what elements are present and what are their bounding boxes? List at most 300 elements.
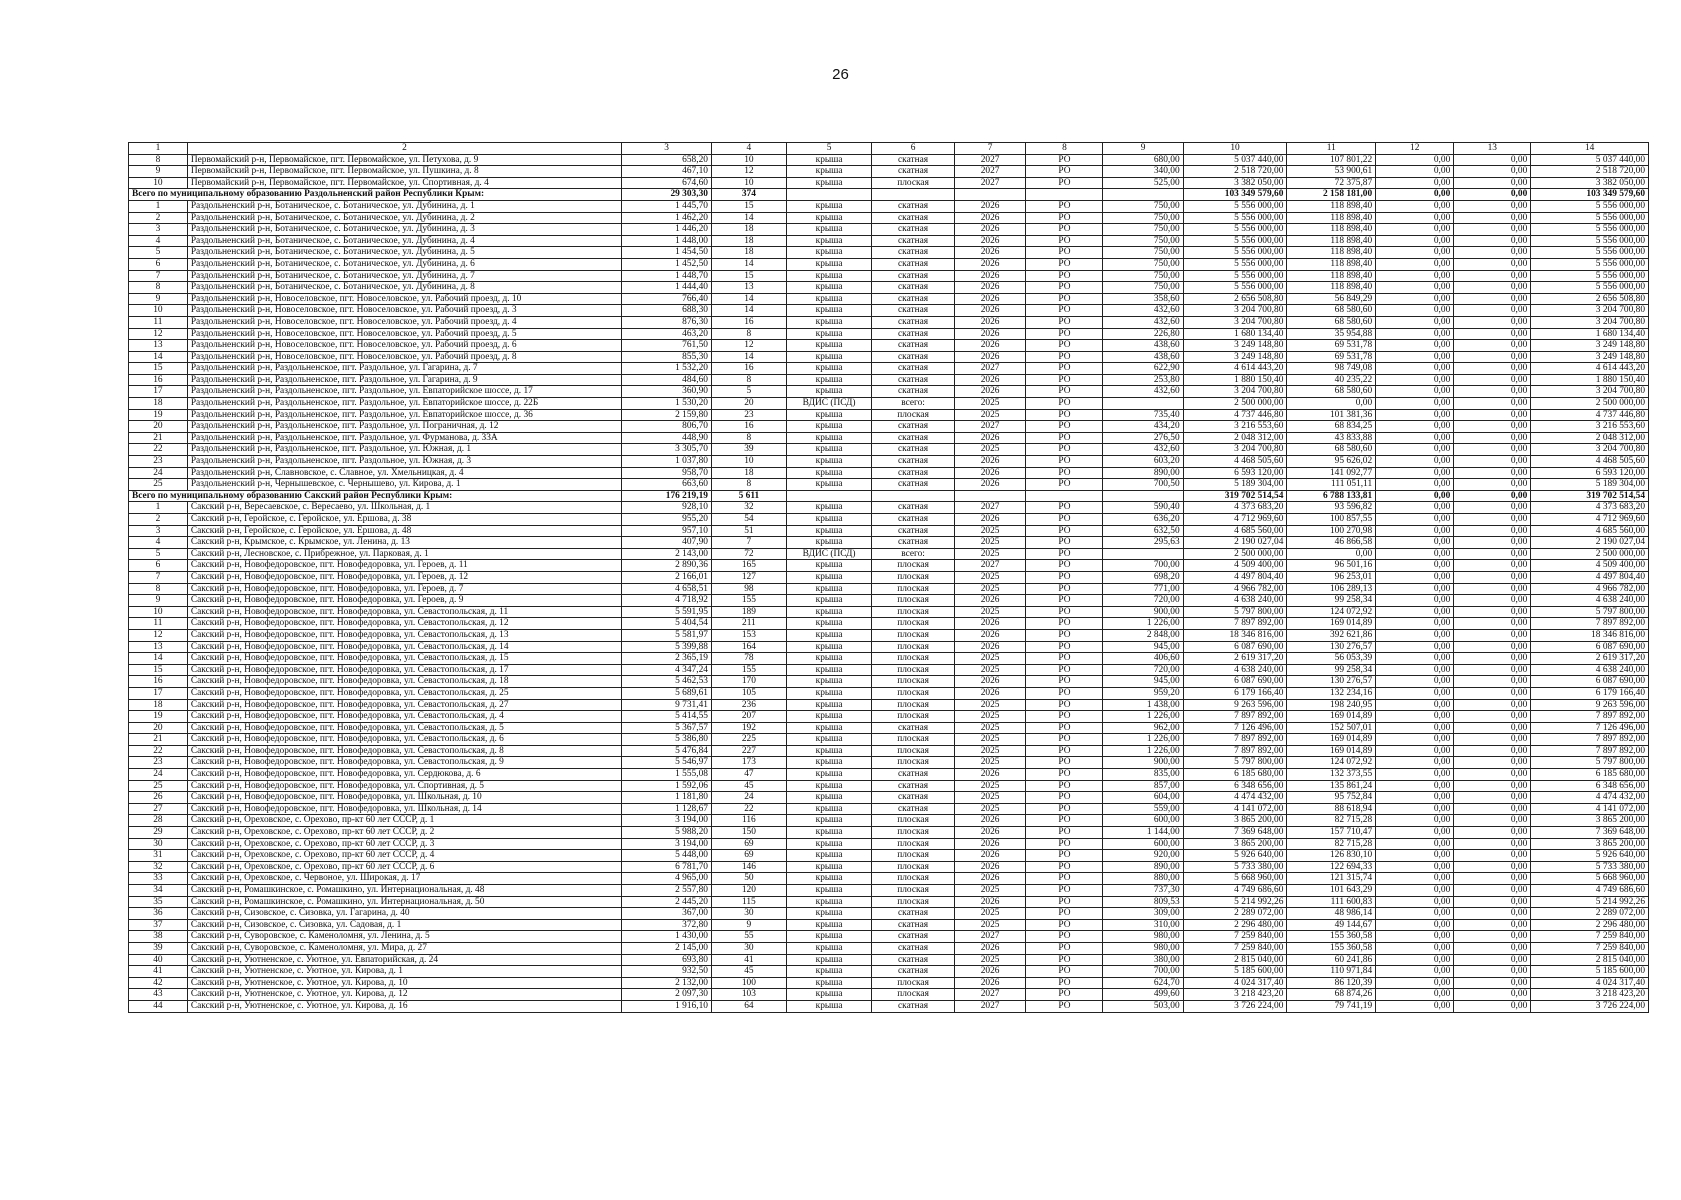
table-row xyxy=(129,989,1649,1001)
table-cell: 69 531,78 xyxy=(1287,351,1376,363)
table-cell: РО xyxy=(1026,328,1103,340)
table-cell: 72 375,87 xyxy=(1287,177,1376,189)
address-cell: Сакский р-н, Новофедоровское, пгт. Новофедоровка, ул. Севастопольская, д. 18 xyxy=(187,676,621,688)
table-cell: 23 xyxy=(711,409,786,421)
table-cell: 0,00 xyxy=(1454,606,1531,618)
table-cell: 624,70 xyxy=(1103,977,1183,989)
table-cell: 559,00 xyxy=(1103,803,1183,815)
table-cell: 96 253,01 xyxy=(1287,571,1376,583)
table-cell: 23 xyxy=(129,456,188,468)
table-cell: 0,00 xyxy=(1454,618,1531,630)
table-cell: 2026 xyxy=(954,629,1026,641)
table-row xyxy=(129,954,1649,966)
table-cell: крыша xyxy=(786,328,872,340)
table-cell: 622,90 xyxy=(1103,363,1183,375)
table-cell: 6 179 166,40 xyxy=(1531,687,1649,699)
table-row xyxy=(129,827,1649,839)
table-cell: 700,00 xyxy=(1103,966,1183,978)
table-cell: 0,00 xyxy=(1376,780,1454,792)
table-cell: скатная xyxy=(872,293,954,305)
table-cell: 103 xyxy=(711,989,786,1001)
address-cell: Сакский р-н, Сизовское, с. Сизовка, ул. Гагарина, д. 40 xyxy=(187,908,621,920)
table-cell: 432,60 xyxy=(1103,444,1183,456)
table-cell: 0,00 xyxy=(1376,409,1454,421)
table-cell: 2 500 000,00 xyxy=(1183,548,1287,560)
table-row xyxy=(129,514,1649,526)
table-cell: скатная xyxy=(872,316,954,328)
table-cell xyxy=(1103,398,1183,410)
table-cell: 2026 xyxy=(954,873,1026,885)
table-cell: плоская xyxy=(872,699,954,711)
table-cell: 96 501,16 xyxy=(1287,560,1376,572)
table-cell: 9 xyxy=(129,293,188,305)
table-cell: 0,00 xyxy=(1376,247,1454,259)
page-number: 26 xyxy=(832,66,849,83)
table-cell: 0,00 xyxy=(1376,514,1454,526)
table-cell: 5 414,55 xyxy=(622,711,712,723)
table-cell: 5 556 000,00 xyxy=(1531,224,1649,236)
column-number: 7 xyxy=(954,143,1026,155)
table-cell: 5 556 000,00 xyxy=(1183,258,1287,270)
total-label: Всего по муниципальному образованию Раздольненский район Республики Крым: xyxy=(129,189,622,201)
table-cell: 2 815 040,00 xyxy=(1531,954,1649,966)
table-cell: 340,00 xyxy=(1103,166,1183,178)
table-row xyxy=(129,780,1649,792)
table-cell: 8 xyxy=(129,154,188,166)
table-cell: 0,00 xyxy=(1454,340,1531,352)
table-cell: плоская xyxy=(872,676,954,688)
table-cell: 40 235,22 xyxy=(1287,374,1376,386)
table-cell: 2026 xyxy=(954,235,1026,247)
table-cell: 7 xyxy=(129,270,188,282)
table-cell: 207 xyxy=(711,711,786,723)
table-cell: 93 596,82 xyxy=(1287,502,1376,514)
table-cell: 766,40 xyxy=(622,293,712,305)
table-cell: 2025 xyxy=(954,537,1026,549)
table-cell: 4 638 240,00 xyxy=(1531,595,1649,607)
table-cell: 45 xyxy=(711,966,786,978)
table-cell: 2026 xyxy=(954,479,1026,491)
table-cell: 2026 xyxy=(954,282,1026,294)
table-cell: 176 219,19 xyxy=(622,490,712,502)
table-cell: 9 263 596,00 xyxy=(1531,699,1649,711)
table-cell: 0,00 xyxy=(1454,479,1531,491)
table-cell: 225 xyxy=(711,734,786,746)
table-cell: крыша xyxy=(786,606,872,618)
table-cell: 2 158 181,00 xyxy=(1287,189,1376,201)
table-cell: 0,00 xyxy=(1376,293,1454,305)
table-cell: 855,30 xyxy=(622,351,712,363)
table-cell: 5 556 000,00 xyxy=(1183,247,1287,259)
table-cell: 5 556 000,00 xyxy=(1531,270,1649,282)
table-cell: 14 xyxy=(129,653,188,665)
table-cell: РО xyxy=(1026,827,1103,839)
table-cell: 18 xyxy=(711,247,786,259)
table-cell: 2026 xyxy=(954,200,1026,212)
table-cell: плоская xyxy=(872,629,954,641)
table-cell: 1 448,70 xyxy=(622,270,712,282)
table-cell: 6 087 690,00 xyxy=(1183,676,1287,688)
table-cell: 880,00 xyxy=(1103,873,1183,885)
table-cell: скатная xyxy=(872,200,954,212)
table-cell: 12 xyxy=(711,340,786,352)
table-cell: 0,00 xyxy=(1376,885,1454,897)
table-row xyxy=(129,316,1649,328)
table-cell: 44 xyxy=(129,1000,188,1012)
table-cell: 392 621,86 xyxy=(1287,629,1376,641)
table-cell: 463,20 xyxy=(622,328,712,340)
table-cell: 2 xyxy=(129,212,188,224)
table-cell: 32 xyxy=(129,861,188,873)
table-cell: РО xyxy=(1026,166,1103,178)
table-cell: 4 614 443,20 xyxy=(1183,363,1287,375)
table-cell: 0,00 xyxy=(1454,189,1531,201)
table-cell: 11 xyxy=(129,316,188,328)
table-cell: 380,00 xyxy=(1103,954,1183,966)
address-cell: Сакский р-н, Ромашкинское, с. Ромашкино, ул. Интернациональная, д. 50 xyxy=(187,896,621,908)
table-cell: скатная xyxy=(872,954,954,966)
table-cell: 2026 xyxy=(954,514,1026,526)
column-number: 10 xyxy=(1183,143,1287,155)
table-cell: крыша xyxy=(786,931,872,943)
table-cell: 1 680 134,40 xyxy=(1531,328,1649,340)
table-cell: 3 726 224,00 xyxy=(1531,1000,1649,1012)
table-cell: 16 xyxy=(711,421,786,433)
table-cell: крыша xyxy=(786,769,872,781)
table-cell: 0,00 xyxy=(1454,885,1531,897)
table-cell: 0,00 xyxy=(1376,258,1454,270)
table-cell: 0,00 xyxy=(1454,235,1531,247)
table-cell: 5 189 304,00 xyxy=(1531,479,1649,491)
table-cell: 1 530,20 xyxy=(622,398,712,410)
table-cell: 310,00 xyxy=(1103,919,1183,931)
table-cell: 35 xyxy=(129,896,188,908)
table-cell: 169 014,89 xyxy=(1287,618,1376,630)
address-cell: Раздольненский р-н, Новоселовское, пгт. Новоселовское, ул. Рабочий проезд, д. 6 xyxy=(187,340,621,352)
table-cell: 14 xyxy=(711,351,786,363)
table-cell: 226,80 xyxy=(1103,328,1183,340)
table-cell: скатная xyxy=(872,421,954,433)
table-cell: 720,00 xyxy=(1103,595,1183,607)
address-cell: Раздольненский р-н, Ботаническое, с. Ботаническое, ул. Дубинина, д. 8 xyxy=(187,282,621,294)
table-cell: 432,60 xyxy=(1103,386,1183,398)
table-cell: 6 xyxy=(129,258,188,270)
table-cell: 0,00 xyxy=(1454,363,1531,375)
table-cell: 5 037 440,00 xyxy=(1183,154,1287,166)
table-cell xyxy=(954,189,1026,201)
table-cell: 0,00 xyxy=(1454,734,1531,746)
table-cell: 0,00 xyxy=(1376,827,1454,839)
table-cell: 0,00 xyxy=(1454,664,1531,676)
table-cell: 122 694,33 xyxy=(1287,861,1376,873)
table-cell: 7 259 840,00 xyxy=(1183,942,1287,954)
table-cell: плоская xyxy=(872,989,954,1001)
table-row xyxy=(129,885,1649,897)
table-cell: 658,20 xyxy=(622,154,712,166)
table-cell: 7 126 496,00 xyxy=(1531,722,1649,734)
address-cell: Сакский р-н, Суворовское, с. Каменоломня, ул. Мира, д. 27 xyxy=(187,942,621,954)
table-row xyxy=(129,676,1649,688)
table-cell: 25 xyxy=(129,780,188,792)
table-cell: 99 258,34 xyxy=(1287,664,1376,676)
table-cell: 6 185 680,00 xyxy=(1183,769,1287,781)
address-cell: Сакский р-н, Ореховское, с. Орехово, пр-кт 60 лет СССР, д. 4 xyxy=(187,850,621,862)
table-cell: 0,00 xyxy=(1454,629,1531,641)
address-cell: Раздольненский р-н, Ботаническое, с. Ботаническое, ул. Дубинина, д. 2 xyxy=(187,212,621,224)
table-cell: 20 xyxy=(129,722,188,734)
table-cell: 1 454,50 xyxy=(622,247,712,259)
table-row xyxy=(129,850,1649,862)
table-cell: 0,00 xyxy=(1454,525,1531,537)
table-cell: 2026 xyxy=(954,316,1026,328)
table-cell: 4 749 686,60 xyxy=(1183,885,1287,897)
table-cell: 3 xyxy=(129,525,188,537)
table-cell: 2026 xyxy=(954,374,1026,386)
table-cell: 48 986,14 xyxy=(1287,908,1376,920)
table-cell: скатная xyxy=(872,282,954,294)
table-cell: 750,00 xyxy=(1103,200,1183,212)
table-cell: 55 xyxy=(711,931,786,943)
table-cell: РО xyxy=(1026,560,1103,572)
table-cell: крыша xyxy=(786,571,872,583)
table-cell: 5 556 000,00 xyxy=(1183,200,1287,212)
table-cell: 1 916,10 xyxy=(622,1000,712,1012)
table-cell: 0,00 xyxy=(1376,792,1454,804)
table-cell: 2 289 072,00 xyxy=(1531,908,1649,920)
table-cell: 3 218 423,20 xyxy=(1531,989,1649,1001)
table-cell: РО xyxy=(1026,258,1103,270)
table-cell: 0,00 xyxy=(1454,780,1531,792)
table-row xyxy=(129,757,1649,769)
table-cell: скатная xyxy=(872,467,954,479)
table-cell: крыша xyxy=(786,282,872,294)
table-cell: 0,00 xyxy=(1376,769,1454,781)
address-cell: Раздольненский р-н, Новоселовское, пгт. Новоселовское, ул. Рабочий проезд, д. 3 xyxy=(187,305,621,317)
table-cell: 0,00 xyxy=(1376,606,1454,618)
table-cell: 111 600,83 xyxy=(1287,896,1376,908)
table-cell: 7 369 648,00 xyxy=(1531,827,1649,839)
table-cell: 0,00 xyxy=(1454,154,1531,166)
table-cell: 7 897 892,00 xyxy=(1183,734,1287,746)
table-cell: РО xyxy=(1026,571,1103,583)
table-cell: 2 289 072,00 xyxy=(1183,908,1287,920)
table-cell: 0,00 xyxy=(1376,189,1454,201)
table-cell: крыша xyxy=(786,340,872,352)
table-cell: 3 249 148,80 xyxy=(1531,351,1649,363)
table-cell: РО xyxy=(1026,467,1103,479)
table-cell: 103 349 579,60 xyxy=(1531,189,1649,201)
table-cell: 101 381,36 xyxy=(1287,409,1376,421)
table-cell: крыша xyxy=(786,803,872,815)
table-cell: 0,00 xyxy=(1454,432,1531,444)
table-cell: 39 xyxy=(711,444,786,456)
table-cell: 0,00 xyxy=(1376,711,1454,723)
table-cell: 51 xyxy=(711,525,786,537)
table-cell: скатная xyxy=(872,235,954,247)
table-cell: 10 xyxy=(711,154,786,166)
table-cell: 24 xyxy=(129,769,188,781)
table-cell: крыша xyxy=(786,711,872,723)
table-cell: 38 xyxy=(129,931,188,943)
table-cell: скатная xyxy=(872,212,954,224)
table-cell: 2026 xyxy=(954,258,1026,270)
table-cell: 2026 xyxy=(954,595,1026,607)
table-cell: 120 xyxy=(711,885,786,897)
table-cell: 1 446,20 xyxy=(622,224,712,236)
table-cell: 0,00 xyxy=(1376,583,1454,595)
table-cell: 0,00 xyxy=(1376,734,1454,746)
table-cell: 5 797 800,00 xyxy=(1183,757,1287,769)
table-cell: 118 898,40 xyxy=(1287,258,1376,270)
table-cell: 0,00 xyxy=(1454,444,1531,456)
table-cell: 0,00 xyxy=(1376,340,1454,352)
table-cell: 10 xyxy=(711,456,786,468)
column-number: 12 xyxy=(1376,143,1454,155)
table-cell: 2 xyxy=(129,514,188,526)
table-cell: 2025 xyxy=(954,606,1026,618)
table-cell: 164 xyxy=(711,641,786,653)
table-cell: 14 xyxy=(711,293,786,305)
table-cell: 0,00 xyxy=(1454,386,1531,398)
table-cell: 99 258,34 xyxy=(1287,595,1376,607)
table-cell: 2025 xyxy=(954,653,1026,665)
table-cell: 211 xyxy=(711,618,786,630)
table-cell: 0,00 xyxy=(1454,456,1531,468)
address-cell: Сакский р-н, Новофедоровское, пгт. Новофедоровка, ул. Севастопольская, д. 12 xyxy=(187,618,621,630)
table-cell: крыша xyxy=(786,827,872,839)
table-cell: 2025 xyxy=(954,734,1026,746)
table-cell: 1 128,67 xyxy=(622,803,712,815)
table-cell: 10 xyxy=(129,177,188,189)
table-cell: крыша xyxy=(786,374,872,386)
address-cell: Раздольненский р-н, Чернышевское, с. Чернышево, ул. Кирова, д. 1 xyxy=(187,479,621,491)
table-cell: 24 xyxy=(129,467,188,479)
table-cell: 0,00 xyxy=(1376,618,1454,630)
table-cell: 18 xyxy=(711,467,786,479)
table-cell: 0,00 xyxy=(1454,1000,1531,1012)
table-row xyxy=(129,502,1649,514)
table-cell: 1 880 150,40 xyxy=(1531,374,1649,386)
table-cell: 4 509 400,00 xyxy=(1531,560,1649,572)
table-cell: 0,00 xyxy=(1376,873,1454,885)
table-cell: 2027 xyxy=(954,1000,1026,1012)
table-cell: 157 710,47 xyxy=(1287,827,1376,839)
table-cell: 920,00 xyxy=(1103,850,1183,862)
table-cell: 64 xyxy=(711,1000,786,1012)
table-cell: 69 531,78 xyxy=(1287,340,1376,352)
table-cell: 118 898,40 xyxy=(1287,212,1376,224)
table-cell: 0,00 xyxy=(1454,328,1531,340)
table-cell: 3 865 200,00 xyxy=(1531,815,1649,827)
table-cell: 5 xyxy=(711,386,786,398)
table-cell: 980,00 xyxy=(1103,931,1183,943)
table-cell: 5 xyxy=(129,548,188,560)
table-cell: 0,00 xyxy=(1454,711,1531,723)
table-cell: плоская xyxy=(872,896,954,908)
table-cell: 4 737 446,80 xyxy=(1531,409,1649,421)
table-cell: 0,00 xyxy=(1376,432,1454,444)
table-cell: 18 346 816,00 xyxy=(1531,629,1649,641)
table-cell: 19 xyxy=(129,711,188,723)
table-cell: 448,90 xyxy=(622,432,712,444)
table-cell: 3 249 148,80 xyxy=(1183,351,1287,363)
table-row xyxy=(129,212,1649,224)
table-cell: 438,60 xyxy=(1103,351,1183,363)
table-cell: крыша xyxy=(786,838,872,850)
table-cell: 6 087 690,00 xyxy=(1531,676,1649,688)
address-cell: Раздольненский р-н, Новоселовское, пгт. Новоселовское, ул. Рабочий проезд, д. 5 xyxy=(187,328,621,340)
table-cell: 11 xyxy=(129,618,188,630)
table-cell: скатная xyxy=(872,919,954,931)
table-cell: 2025 xyxy=(954,908,1026,920)
table-cell: 7 369 648,00 xyxy=(1183,827,1287,839)
table-cell: РО xyxy=(1026,409,1103,421)
table-cell: ВДИС (ПСД) xyxy=(786,548,872,560)
table-cell: крыша xyxy=(786,432,872,444)
table-cell: 0,00 xyxy=(1454,583,1531,595)
table-cell: крыша xyxy=(786,363,872,375)
table-cell: 130 276,57 xyxy=(1287,641,1376,653)
table-cell: 155 xyxy=(711,664,786,676)
table-cell: 0,00 xyxy=(1376,525,1454,537)
table-cell: 6 179 166,40 xyxy=(1183,687,1287,699)
table-cell: 23 xyxy=(129,757,188,769)
table-cell: 3 204 700,80 xyxy=(1183,386,1287,398)
table-cell: 5 733 380,00 xyxy=(1531,861,1649,873)
table-cell: скатная xyxy=(872,444,954,456)
table-row xyxy=(129,374,1649,386)
table-cell: крыша xyxy=(786,305,872,317)
table-row xyxy=(129,560,1649,572)
table-cell: РО xyxy=(1026,873,1103,885)
table-cell: скатная xyxy=(872,792,954,804)
table-cell: плоская xyxy=(872,838,954,850)
table-cell: 12 xyxy=(129,328,188,340)
column-number: 5 xyxy=(786,143,872,155)
table-cell: 2025 xyxy=(954,664,1026,676)
table-cell: 2027 xyxy=(954,166,1026,178)
table-cell: 1 680 134,40 xyxy=(1183,328,1287,340)
table-cell: крыша xyxy=(786,212,872,224)
table-cell: 932,50 xyxy=(622,966,712,978)
table-cell: 2025 xyxy=(954,757,1026,769)
address-cell: Раздольненский р-н, Ботаническое, с. Ботаническое, ул. Дубинина, д. 6 xyxy=(187,258,621,270)
table-cell: плоская xyxy=(872,560,954,572)
table-cell: 12 xyxy=(129,629,188,641)
table-row xyxy=(129,224,1649,236)
table-row xyxy=(129,282,1649,294)
table-cell: 890,00 xyxy=(1103,861,1183,873)
table-cell: 0,00 xyxy=(1454,421,1531,433)
table-cell: крыша xyxy=(786,583,872,595)
table-cell: 0,00 xyxy=(1376,595,1454,607)
table-cell: 0,00 xyxy=(1454,293,1531,305)
address-cell: Сакский р-н, Уютненское, с. Уютное, ул. Кирова, д. 16 xyxy=(187,1000,621,1012)
table-row xyxy=(129,977,1649,989)
table-cell: крыша xyxy=(786,456,872,468)
table-cell xyxy=(954,490,1026,502)
table-cell: крыша xyxy=(786,618,872,630)
table-cell: 2 296 480,00 xyxy=(1183,919,1287,931)
table-cell: 0,00 xyxy=(1376,1000,1454,1012)
table-cell: РО xyxy=(1026,757,1103,769)
address-cell: Сакский р-н, Сизовское, с. Сизовка, ул. Садовая, д. 1 xyxy=(187,919,621,931)
table-cell: 2026 xyxy=(954,942,1026,954)
table-cell: 68 580,60 xyxy=(1287,386,1376,398)
table-cell: 19 xyxy=(129,409,188,421)
table-cell: 720,00 xyxy=(1103,664,1183,676)
table-cell: 5 476,84 xyxy=(622,745,712,757)
